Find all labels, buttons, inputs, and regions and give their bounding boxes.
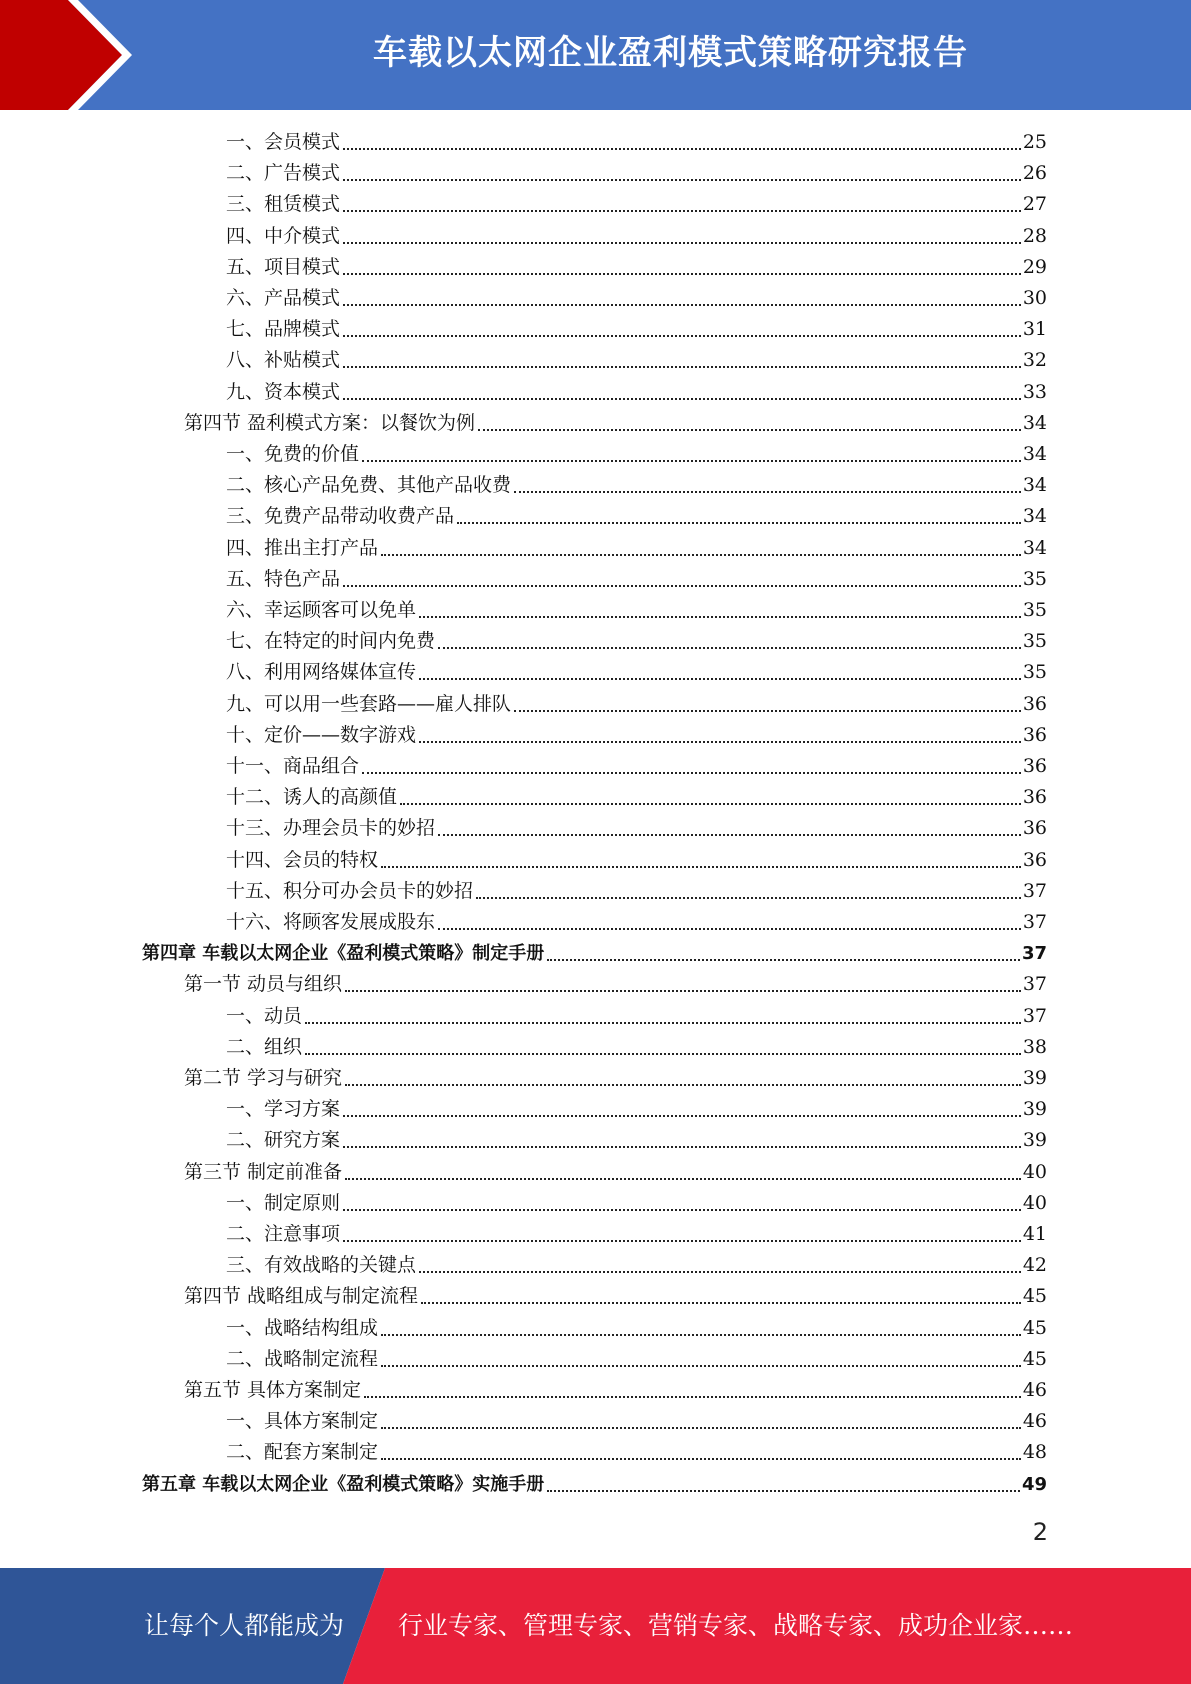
toc-item-entry[interactable] [226,845,1047,876]
toc-entry-page: 26 [1022,162,1047,185]
toc-dot-leader [478,429,1021,431]
toc-entry-label: 十三、办理会员卡的妙招 [226,817,436,840]
toc-item-entry[interactable] [226,1250,1047,1281]
toc-item-entry[interactable] [226,907,1047,938]
toc-item-entry[interactable] [226,1344,1047,1375]
toc-item-entry[interactable] [226,470,1047,501]
toc-entry-label: 第五章 车载以太网企业《盈利模式策略》实施手册 [142,1473,545,1495]
toc-entry-page: 45 [1022,1285,1047,1308]
page-number: 2 [1032,1518,1048,1546]
toc-dot-leader [362,772,1021,774]
toc-dot-leader [343,366,1021,368]
toc-section-entry[interactable] [184,408,1047,439]
toc-item-entry[interactable] [226,876,1047,907]
toc-item-entry[interactable] [226,1219,1047,1250]
toc-item-entry[interactable] [226,345,1047,376]
toc-entry-label: 九、资本模式 [226,380,341,403]
toc-entry-label: 二、配套方案制定 [226,1441,379,1464]
toc-entry-label: 三、免费产品带动收费产品 [226,505,455,528]
toc-dot-leader [476,897,1021,899]
toc-entry-page: 39 [1022,1067,1047,1089]
toc-dot-leader [514,710,1021,712]
toc-dot-leader [419,678,1021,680]
toc-dot-leader [381,1334,1021,1336]
toc-entry-label: 第四节 盈利模式方案：以餐饮为例 [184,411,476,434]
toc-entry-page: 36 [1022,755,1047,777]
toc-entry-page: 35 [1022,630,1047,653]
toc-entry-label: 八、利用网络媒体宣传 [226,661,417,684]
toc-entry-page: 36 [1022,723,1047,746]
toc-item-entry[interactable] [226,1001,1047,1032]
toc-item-entry[interactable] [226,813,1047,844]
toc-item-entry[interactable] [226,657,1047,688]
toc-entry-label: 一、制定原则 [226,1191,341,1214]
toc-item-entry[interactable] [226,283,1047,314]
toc-entry-label: 五、项目模式 [226,255,341,278]
toc-entry-page: 45 [1022,1316,1047,1339]
toc-dot-leader [419,741,1021,743]
toc-entry-label: 一、战略结构组成 [226,1316,379,1339]
toc-item-entry[interactable] [226,1094,1047,1125]
toc-dot-leader [305,1053,1021,1055]
toc-dot-leader [343,1146,1021,1148]
toc-dot-leader [343,242,1021,244]
toc-item-entry[interactable] [226,1406,1047,1437]
toc-entry-page: 37 [1021,943,1047,965]
toc-item-entry[interactable] [226,564,1047,595]
toc-item-entry[interactable] [226,439,1047,470]
toc-dot-leader [305,1022,1021,1024]
toc-item-entry[interactable] [226,1437,1047,1468]
toc-dot-leader [343,304,1021,306]
toc-entry-label: 一、会员模式 [226,131,341,153]
toc-item-entry[interactable] [226,158,1047,189]
toc-entry-label: 十一、商品组合 [226,755,360,777]
toc-entry-label: 三、租赁模式 [226,193,341,216]
toc-entry-page: 28 [1022,224,1047,247]
toc-entry-page: 34 [1022,505,1047,528]
toc-chapter-entry[interactable] [142,1469,1047,1500]
toc-dot-leader [547,959,1020,961]
arrow-chevron-icon [0,0,148,110]
toc-entry-label: 二、核心产品免费、其他产品收费 [226,474,512,497]
toc-dot-leader [362,460,1021,462]
toc-entry-page: 39 [1022,1129,1047,1152]
toc-entry-label: 二、研究方案 [226,1129,341,1152]
toc-dot-leader [343,398,1021,400]
toc-item-entry[interactable] [226,221,1047,252]
toc-item-entry[interactable] [226,1125,1047,1156]
toc-dot-leader [457,522,1021,524]
toc-entry-label: 二、注意事项 [226,1223,341,1245]
toc-dot-leader [381,1458,1021,1460]
toc-entry-label: 四、推出主打产品 [226,536,379,559]
toc-item-entry[interactable] [226,720,1047,751]
toc-entry-page: 40 [1022,1191,1047,1214]
toc-entry-page: 40 [1022,1160,1047,1183]
toc-dot-leader [345,1084,1021,1086]
toc-dot-leader [514,491,1021,493]
toc-entry-page: 27 [1022,193,1047,216]
toc-entry-label: 十四、会员的特权 [226,848,379,871]
toc-dot-leader [438,834,1021,836]
footer-slogan-left: 让每个人都能成为 [144,1611,345,1640]
toc-item-entry[interactable] [226,377,1047,408]
toc-dot-leader [343,335,1021,337]
toc-entry-page: 39 [1022,1098,1047,1121]
toc-dot-leader [381,1365,1021,1367]
toc-item-entry[interactable] [226,1032,1047,1063]
toc-entry-label: 第四节 战略组成与制定流程 [184,1285,419,1308]
toc-entry-page: 49 [1021,1473,1047,1495]
toc-entry-label: 十六、将顾客发展成股东 [226,911,436,933]
footer-slogan-right: 行业专家、管理专家、营销专家、战略专家、成功企业家…… [398,1611,1074,1640]
toc-dot-leader [381,554,1021,556]
toc-item-entry[interactable] [226,127,1047,158]
toc-entry-label: 六、产品模式 [226,287,341,309]
header-banner [0,0,1191,110]
toc-dot-leader [343,1209,1021,1211]
toc-entry-label: 十、定价——数字游戏 [226,723,417,746]
toc-entry-label: 一、动员 [226,1004,303,1027]
toc-entry-page: 35 [1022,599,1047,621]
toc-dot-leader [345,990,1021,992]
toc-section-entry[interactable] [184,1375,1047,1406]
toc-entry-label: 二、广告模式 [226,162,341,185]
toc-entry-label: 十五、积分可办会员卡的妙招 [226,879,474,902]
toc-dot-leader [343,273,1021,275]
toc-entry-label: 第五节 具体方案制定 [184,1379,362,1401]
toc-entry-page: 36 [1022,786,1047,809]
toc-entry-page: 25 [1022,131,1047,153]
toc-entry-label: 二、战略制定流程 [226,1347,379,1370]
toc-entry-page: 34 [1022,411,1047,434]
toc-entry-label: 第三节 制定前准备 [184,1160,343,1183]
toc-entry-label: 七、在特定的时间内免费 [226,630,436,653]
toc-entry-label: 八、补贴模式 [226,349,341,372]
toc-item-entry[interactable] [226,751,1047,782]
toc-dot-leader [419,616,1021,618]
toc-entry-page: 37 [1022,879,1047,902]
toc-item-entry[interactable] [226,189,1047,220]
toc-entry-page: 36 [1022,848,1047,871]
toc-item-entry[interactable] [226,1188,1047,1219]
toc-dot-leader [381,1427,1021,1429]
toc-entry-label: 三、有效战略的关键点 [226,1254,417,1277]
toc-dot-leader [343,148,1021,150]
toc-entry-label: 七、品牌模式 [226,318,341,341]
toc-dot-leader [547,1490,1020,1492]
toc-entry-label: 第一节 动员与组织 [184,973,343,996]
toc-entry-page: 31 [1022,318,1047,341]
toc-section-entry[interactable] [184,1281,1047,1312]
toc-entry-page: 38 [1022,1035,1047,1058]
toc-entry-page: 45 [1022,1347,1047,1370]
toc-dot-leader [400,803,1021,805]
toc-item-entry[interactable] [226,533,1047,564]
toc-entry-label: 第二节 学习与研究 [184,1067,343,1089]
toc-dot-leader [345,1178,1021,1180]
toc-entry-page: 32 [1022,349,1047,372]
toc-entry-page: 42 [1022,1254,1047,1277]
toc-entry-page: 34 [1022,474,1047,497]
toc-entry-label: 一、具体方案制定 [226,1410,379,1433]
toc-item-entry[interactable] [226,252,1047,283]
toc-entry-page: 46 [1022,1379,1047,1401]
toc-dot-leader [438,647,1021,649]
toc-entry-label: 第四章 车载以太网企业《盈利模式策略》制定手册 [142,943,545,965]
toc-entry-page: 48 [1022,1441,1047,1464]
toc-entry-label: 一、学习方案 [226,1098,341,1121]
toc-entry-label: 十二、诱人的高颜值 [226,786,398,809]
toc-entry-page: 36 [1022,817,1047,840]
toc-dot-leader [343,1240,1021,1242]
toc-entry-page: 36 [1022,692,1047,715]
toc-dot-leader [343,585,1021,587]
toc-section-entry[interactable] [184,969,1047,1000]
toc-entry-label: 四、中介模式 [226,224,341,247]
toc-dot-leader [364,1396,1021,1398]
toc-entry-page: 35 [1022,661,1047,684]
toc-entry-page: 34 [1022,443,1047,465]
toc-entry-label: 五、特色产品 [226,567,341,590]
toc-dot-leader [343,1115,1021,1117]
toc-item-entry[interactable] [226,314,1047,345]
toc-item-entry[interactable] [226,595,1047,626]
toc-dot-leader [343,210,1021,212]
toc-entry-page: 30 [1022,287,1047,309]
toc-entry-page: 33 [1022,380,1047,403]
toc-entry-page: 37 [1022,1004,1047,1027]
toc-entry-page: 41 [1022,1223,1047,1245]
toc-entry-label: 六、幸运顾客可以免单 [226,599,417,621]
toc-entry-page: 46 [1022,1410,1047,1433]
toc-section-entry[interactable] [184,1063,1047,1094]
toc-dot-leader [421,1302,1021,1304]
toc-entry-page: 37 [1022,911,1047,933]
toc-item-entry[interactable] [226,782,1047,813]
report-title: 车载以太网企业盈利模式策略研究报告 [373,33,968,73]
toc-item-entry[interactable] [226,626,1047,657]
toc-entry-page: 35 [1022,567,1047,590]
toc-entry-page: 34 [1022,536,1047,559]
toc-entry-page: 29 [1022,255,1047,278]
toc-item-entry[interactable] [226,689,1047,720]
toc-item-entry[interactable] [226,1313,1047,1344]
toc-entry-page: 37 [1022,973,1047,996]
footer-banner [0,1568,1191,1684]
toc-dot-leader [343,179,1021,181]
toc-chapter-entry[interactable] [142,938,1047,969]
toc-entry-label: 二、组织 [226,1035,303,1058]
toc-dot-leader [438,928,1021,930]
toc-section-entry[interactable] [184,1157,1047,1188]
toc-entry-label: 九、可以用一些套路——雇人排队 [226,692,512,715]
toc-dot-leader [419,1271,1021,1273]
toc-item-entry[interactable] [226,501,1047,532]
toc-entry-label: 一、免费的价值 [226,443,360,465]
toc-dot-leader [381,866,1021,868]
